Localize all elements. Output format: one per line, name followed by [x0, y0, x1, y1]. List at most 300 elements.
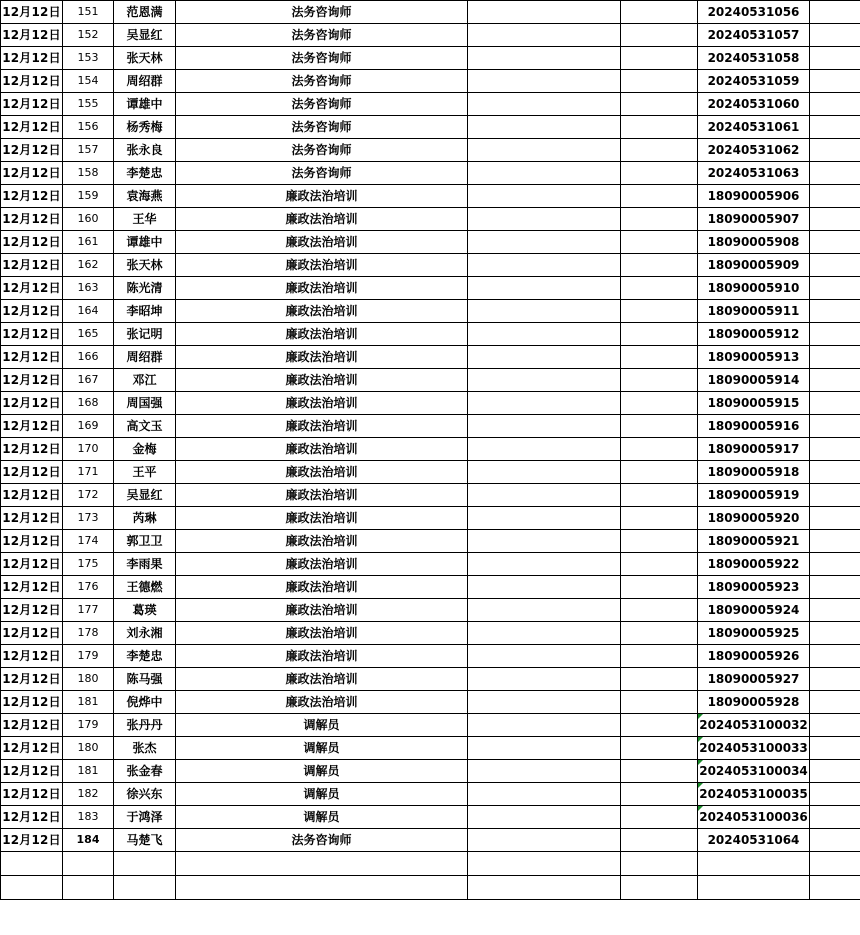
- cell-empty[interactable]: [810, 1, 860, 24]
- cell-certificate-code[interactable]: 18090005921: [698, 530, 810, 553]
- cell-empty[interactable]: [468, 415, 621, 438]
- cell-name[interactable]: 芮琳: [114, 507, 176, 530]
- cell-certificate-code[interactable]: 18090005922: [698, 553, 810, 576]
- cell-date[interactable]: 12月12日: [1, 1, 63, 24]
- cell-date[interactable]: 12月12日: [1, 277, 63, 300]
- cell-empty[interactable]: [621, 47, 698, 70]
- cell-empty[interactable]: [468, 254, 621, 277]
- cell-empty[interactable]: [810, 553, 860, 576]
- cell-certificate-code[interactable]: 18090005910: [698, 277, 810, 300]
- cell-empty[interactable]: [621, 185, 698, 208]
- cell-empty[interactable]: [621, 461, 698, 484]
- cell-certificate-code[interactable]: 18090005915: [698, 392, 810, 415]
- cell-empty[interactable]: [810, 254, 860, 277]
- cell-number[interactable]: 154: [63, 70, 114, 93]
- cell-certificate-code[interactable]: 18090005924: [698, 599, 810, 622]
- cell-number[interactable]: 162: [63, 254, 114, 277]
- cell-empty[interactable]: [468, 737, 621, 760]
- cell-name[interactable]: 陈马强: [114, 668, 176, 691]
- cell-number[interactable]: 176: [63, 576, 114, 599]
- cell-course[interactable]: 廉政法治培训: [176, 484, 468, 507]
- cell-empty[interactable]: [810, 93, 860, 116]
- cell-empty[interactable]: [621, 576, 698, 599]
- cell-course[interactable]: 廉政法治培训: [176, 576, 468, 599]
- cell-number[interactable]: 166: [63, 346, 114, 369]
- cell-number[interactable]: 159: [63, 185, 114, 208]
- cell-course[interactable]: 廉政法治培训: [176, 185, 468, 208]
- cell-course[interactable]: 法务咨询师: [176, 139, 468, 162]
- cell-empty[interactable]: [810, 599, 860, 622]
- cell-certificate-code[interactable]: 18090005919: [698, 484, 810, 507]
- cell-certificate-code[interactable]: 18090005925: [698, 622, 810, 645]
- cell-number[interactable]: 164: [63, 300, 114, 323]
- cell-date[interactable]: 12月12日: [1, 599, 63, 622]
- cell-name[interactable]: 吴显红: [114, 24, 176, 47]
- cell-number[interactable]: 184: [63, 829, 114, 852]
- cell-empty[interactable]: [468, 829, 621, 852]
- cell-number[interactable]: 180: [63, 737, 114, 760]
- cell-empty[interactable]: [63, 876, 114, 900]
- cell-empty[interactable]: [621, 806, 698, 829]
- cell-empty[interactable]: [810, 829, 860, 852]
- cell-empty[interactable]: [810, 300, 860, 323]
- cell-name[interactable]: 葛瑛: [114, 599, 176, 622]
- cell-certificate-code[interactable]: 18090005927: [698, 668, 810, 691]
- cell-certificate-code[interactable]: 20240531063: [698, 162, 810, 185]
- cell-empty[interactable]: [810, 645, 860, 668]
- cell-name[interactable]: 李昭坤: [114, 300, 176, 323]
- cell-date[interactable]: 12月12日: [1, 737, 63, 760]
- cell-empty[interactable]: [621, 415, 698, 438]
- cell-course[interactable]: 法务咨询师: [176, 1, 468, 24]
- cell-empty[interactable]: [810, 806, 860, 829]
- cell-name[interactable]: 张记明: [114, 323, 176, 346]
- cell-name[interactable]: 李楚忠: [114, 645, 176, 668]
- cell-empty[interactable]: [621, 760, 698, 783]
- cell-date[interactable]: 12月12日: [1, 576, 63, 599]
- cell-empty[interactable]: [621, 622, 698, 645]
- cell-empty[interactable]: [468, 553, 621, 576]
- cell-number[interactable]: 158: [63, 162, 114, 185]
- cell-name[interactable]: 陈光清: [114, 277, 176, 300]
- cell-number[interactable]: 181: [63, 691, 114, 714]
- cell-number[interactable]: 179: [63, 714, 114, 737]
- cell-empty[interactable]: [176, 852, 468, 876]
- cell-certificate-code[interactable]: 20240531059: [698, 70, 810, 93]
- cell-empty[interactable]: [468, 93, 621, 116]
- cell-certificate-code[interactable]: 2024053100032: [698, 714, 810, 737]
- cell-empty[interactable]: [621, 876, 698, 900]
- cell-empty[interactable]: [468, 300, 621, 323]
- cell-course[interactable]: 法务咨询师: [176, 116, 468, 139]
- cell-empty[interactable]: [468, 783, 621, 806]
- cell-empty[interactable]: [621, 277, 698, 300]
- cell-number[interactable]: 153: [63, 47, 114, 70]
- cell-name[interactable]: 吴显红: [114, 484, 176, 507]
- cell-date[interactable]: 12月12日: [1, 645, 63, 668]
- cell-course[interactable]: 调解员: [176, 760, 468, 783]
- cell-empty[interactable]: [621, 691, 698, 714]
- cell-empty[interactable]: [810, 852, 860, 876]
- cell-empty[interactable]: [621, 369, 698, 392]
- cell-number[interactable]: 173: [63, 507, 114, 530]
- cell-empty[interactable]: [621, 208, 698, 231]
- cell-empty[interactable]: [810, 277, 860, 300]
- cell-empty[interactable]: [468, 185, 621, 208]
- cell-empty[interactable]: [810, 576, 860, 599]
- cell-empty[interactable]: [468, 806, 621, 829]
- cell-date[interactable]: 12月12日: [1, 24, 63, 47]
- cell-number[interactable]: 182: [63, 783, 114, 806]
- cell-date[interactable]: 12月12日: [1, 231, 63, 254]
- cell-empty[interactable]: [810, 139, 860, 162]
- cell-number[interactable]: 168: [63, 392, 114, 415]
- cell-empty[interactable]: [621, 599, 698, 622]
- cell-certificate-code[interactable]: 18090005914: [698, 369, 810, 392]
- cell-certificate-code[interactable]: 18090005907: [698, 208, 810, 231]
- cell-number[interactable]: 156: [63, 116, 114, 139]
- cell-empty[interactable]: [810, 876, 860, 900]
- cell-empty[interactable]: [468, 668, 621, 691]
- cell-empty[interactable]: [468, 507, 621, 530]
- cell-name[interactable]: 刘永湘: [114, 622, 176, 645]
- cell-course[interactable]: 廉政法治培训: [176, 231, 468, 254]
- cell-number[interactable]: 174: [63, 530, 114, 553]
- cell-name[interactable]: 袁海燕: [114, 185, 176, 208]
- cell-empty[interactable]: [810, 622, 860, 645]
- cell-course[interactable]: 法务咨询师: [176, 47, 468, 70]
- cell-empty[interactable]: [621, 346, 698, 369]
- cell-date[interactable]: 12月12日: [1, 47, 63, 70]
- cell-empty[interactable]: [468, 277, 621, 300]
- cell-certificate-code[interactable]: 18090005911: [698, 300, 810, 323]
- cell-name[interactable]: 金梅: [114, 438, 176, 461]
- cell-name[interactable]: 范恩满: [114, 1, 176, 24]
- cell-empty[interactable]: [698, 876, 810, 900]
- cell-certificate-code[interactable]: 18090005917: [698, 438, 810, 461]
- cell-empty[interactable]: [621, 852, 698, 876]
- cell-empty[interactable]: [114, 876, 176, 900]
- cell-empty[interactable]: [468, 645, 621, 668]
- cell-empty[interactable]: [810, 24, 860, 47]
- cell-course[interactable]: 廉政法治培训: [176, 415, 468, 438]
- cell-certificate-code[interactable]: 2024053100034: [698, 760, 810, 783]
- cell-empty[interactable]: [468, 876, 621, 900]
- cell-empty[interactable]: [621, 530, 698, 553]
- cell-name[interactable]: 谭雄中: [114, 93, 176, 116]
- cell-date[interactable]: 12月12日: [1, 829, 63, 852]
- cell-name[interactable]: 马楚飞: [114, 829, 176, 852]
- cell-empty[interactable]: [468, 346, 621, 369]
- cell-name[interactable]: 张天林: [114, 47, 176, 70]
- cell-empty[interactable]: [468, 139, 621, 162]
- cell-certificate-code[interactable]: 18090005928: [698, 691, 810, 714]
- cell-empty[interactable]: [810, 392, 860, 415]
- cell-date[interactable]: 12月12日: [1, 668, 63, 691]
- cell-empty[interactable]: [468, 599, 621, 622]
- cell-empty[interactable]: [468, 760, 621, 783]
- cell-empty[interactable]: [810, 783, 860, 806]
- cell-empty[interactable]: [621, 93, 698, 116]
- cell-empty[interactable]: [621, 714, 698, 737]
- cell-empty[interactable]: [468, 24, 621, 47]
- cell-date[interactable]: 12月12日: [1, 415, 63, 438]
- cell-empty[interactable]: [114, 852, 176, 876]
- cell-date[interactable]: 12月12日: [1, 300, 63, 323]
- cell-course[interactable]: 调解员: [176, 806, 468, 829]
- cell-number[interactable]: 157: [63, 139, 114, 162]
- cell-empty[interactable]: [621, 139, 698, 162]
- cell-number[interactable]: 170: [63, 438, 114, 461]
- cell-empty[interactable]: [621, 829, 698, 852]
- cell-number[interactable]: 177: [63, 599, 114, 622]
- cell-course[interactable]: 廉政法治培训: [176, 208, 468, 231]
- cell-course[interactable]: 廉政法治培训: [176, 622, 468, 645]
- cell-date[interactable]: 12月12日: [1, 553, 63, 576]
- cell-date[interactable]: 12月12日: [1, 484, 63, 507]
- cell-empty[interactable]: [810, 323, 860, 346]
- cell-date[interactable]: 12月12日: [1, 714, 63, 737]
- cell-date[interactable]: 12月12日: [1, 691, 63, 714]
- cell-course[interactable]: 廉政法治培训: [176, 369, 468, 392]
- cell-number[interactable]: 161: [63, 231, 114, 254]
- cell-date[interactable]: 12月12日: [1, 438, 63, 461]
- cell-empty[interactable]: [810, 346, 860, 369]
- cell-course[interactable]: 调解员: [176, 714, 468, 737]
- cell-empty[interactable]: [621, 737, 698, 760]
- cell-empty[interactable]: [621, 116, 698, 139]
- cell-empty[interactable]: [468, 208, 621, 231]
- cell-empty[interactable]: [810, 507, 860, 530]
- cell-empty[interactable]: [63, 852, 114, 876]
- cell-date[interactable]: 12月12日: [1, 760, 63, 783]
- cell-name[interactable]: 李楚忠: [114, 162, 176, 185]
- cell-empty[interactable]: [621, 323, 698, 346]
- cell-number[interactable]: 160: [63, 208, 114, 231]
- cell-name[interactable]: 王华: [114, 208, 176, 231]
- cell-certificate-code[interactable]: 2024053100036: [698, 806, 810, 829]
- cell-certificate-code[interactable]: 20240531057: [698, 24, 810, 47]
- cell-number[interactable]: 178: [63, 622, 114, 645]
- cell-empty[interactable]: [810, 714, 860, 737]
- cell-empty[interactable]: [810, 415, 860, 438]
- cell-course[interactable]: 调解员: [176, 783, 468, 806]
- cell-empty[interactable]: [621, 300, 698, 323]
- cell-number[interactable]: 163: [63, 277, 114, 300]
- cell-empty[interactable]: [810, 484, 860, 507]
- cell-name[interactable]: 张永良: [114, 139, 176, 162]
- cell-date[interactable]: 12月12日: [1, 93, 63, 116]
- cell-name[interactable]: 谭雄中: [114, 231, 176, 254]
- cell-date[interactable]: 12月12日: [1, 116, 63, 139]
- cell-course[interactable]: 廉政法治培训: [176, 461, 468, 484]
- cell-empty[interactable]: [621, 231, 698, 254]
- cell-name[interactable]: 倪烨中: [114, 691, 176, 714]
- cell-date[interactable]: 12月12日: [1, 392, 63, 415]
- cell-date[interactable]: 12月12日: [1, 70, 63, 93]
- cell-empty[interactable]: [810, 369, 860, 392]
- cell-certificate-code[interactable]: 20240531060: [698, 93, 810, 116]
- cell-empty[interactable]: [810, 162, 860, 185]
- cell-course[interactable]: 法务咨询师: [176, 93, 468, 116]
- cell-empty[interactable]: [468, 852, 621, 876]
- cell-certificate-code[interactable]: 18090005909: [698, 254, 810, 277]
- cell-empty[interactable]: [468, 438, 621, 461]
- cell-name[interactable]: 王德燃: [114, 576, 176, 599]
- cell-certificate-code[interactable]: 18090005926: [698, 645, 810, 668]
- cell-course[interactable]: 廉政法治培训: [176, 507, 468, 530]
- cell-certificate-code[interactable]: 20240531056: [698, 1, 810, 24]
- cell-name[interactable]: 周绍群: [114, 346, 176, 369]
- cell-empty[interactable]: [810, 530, 860, 553]
- cell-date[interactable]: 12月12日: [1, 185, 63, 208]
- cell-course[interactable]: 廉政法治培训: [176, 530, 468, 553]
- cell-number[interactable]: 179: [63, 645, 114, 668]
- cell-empty[interactable]: [468, 691, 621, 714]
- cell-empty[interactable]: [468, 1, 621, 24]
- cell-empty[interactable]: [810, 668, 860, 691]
- cell-empty[interactable]: [468, 622, 621, 645]
- cell-course[interactable]: 廉政法治培训: [176, 438, 468, 461]
- cell-course[interactable]: 廉政法治培训: [176, 691, 468, 714]
- cell-empty[interactable]: [810, 691, 860, 714]
- cell-certificate-code[interactable]: 18090005913: [698, 346, 810, 369]
- cell-number[interactable]: 169: [63, 415, 114, 438]
- cell-number[interactable]: 165: [63, 323, 114, 346]
- cell-empty[interactable]: [468, 392, 621, 415]
- cell-empty[interactable]: [810, 461, 860, 484]
- cell-name[interactable]: 张金春: [114, 760, 176, 783]
- cell-certificate-code[interactable]: 20240531058: [698, 47, 810, 70]
- cell-empty[interactable]: [621, 668, 698, 691]
- cell-certificate-code[interactable]: 20240531061: [698, 116, 810, 139]
- cell-empty[interactable]: [468, 116, 621, 139]
- cell-empty[interactable]: [468, 576, 621, 599]
- cell-date[interactable]: 12月12日: [1, 254, 63, 277]
- cell-number[interactable]: 172: [63, 484, 114, 507]
- cell-empty[interactable]: [1, 852, 63, 876]
- cell-empty[interactable]: [621, 24, 698, 47]
- cell-certificate-code[interactable]: 18090005906: [698, 185, 810, 208]
- cell-empty[interactable]: [810, 760, 860, 783]
- cell-number[interactable]: 152: [63, 24, 114, 47]
- cell-certificate-code[interactable]: 20240531062: [698, 139, 810, 162]
- cell-empty[interactable]: [810, 70, 860, 93]
- cell-empty[interactable]: [810, 185, 860, 208]
- cell-name[interactable]: 张杰: [114, 737, 176, 760]
- cell-empty[interactable]: [468, 162, 621, 185]
- cell-number[interactable]: 180: [63, 668, 114, 691]
- cell-course[interactable]: 廉政法治培训: [176, 668, 468, 691]
- cell-empty[interactable]: [810, 47, 860, 70]
- cell-empty[interactable]: [621, 1, 698, 24]
- cell-certificate-code[interactable]: 20240531064: [698, 829, 810, 852]
- cell-course[interactable]: 廉政法治培训: [176, 392, 468, 415]
- cell-empty[interactable]: [810, 116, 860, 139]
- cell-empty[interactable]: [810, 737, 860, 760]
- cell-empty[interactable]: [468, 47, 621, 70]
- cell-certificate-code[interactable]: 18090005916: [698, 415, 810, 438]
- cell-certificate-code[interactable]: 2024053100033: [698, 737, 810, 760]
- cell-date[interactable]: 12月12日: [1, 139, 63, 162]
- cell-course[interactable]: 法务咨询师: [176, 829, 468, 852]
- cell-certificate-code[interactable]: 18090005920: [698, 507, 810, 530]
- cell-name[interactable]: 张天林: [114, 254, 176, 277]
- cell-course[interactable]: 法务咨询师: [176, 24, 468, 47]
- cell-number[interactable]: 151: [63, 1, 114, 24]
- cell-empty[interactable]: [621, 254, 698, 277]
- cell-course[interactable]: 廉政法治培训: [176, 277, 468, 300]
- cell-date[interactable]: 12月12日: [1, 323, 63, 346]
- cell-name[interactable]: 周国强: [114, 392, 176, 415]
- cell-date[interactable]: 12月12日: [1, 208, 63, 231]
- cell-empty[interactable]: [468, 70, 621, 93]
- cell-course[interactable]: 廉政法治培训: [176, 323, 468, 346]
- cell-number[interactable]: 167: [63, 369, 114, 392]
- cell-number[interactable]: 183: [63, 806, 114, 829]
- cell-course[interactable]: 调解员: [176, 737, 468, 760]
- cell-empty[interactable]: [621, 484, 698, 507]
- cell-certificate-code[interactable]: 18090005918: [698, 461, 810, 484]
- cell-number[interactable]: 175: [63, 553, 114, 576]
- cell-name[interactable]: 周绍群: [114, 70, 176, 93]
- cell-date[interactable]: 12月12日: [1, 806, 63, 829]
- cell-empty[interactable]: [621, 507, 698, 530]
- cell-empty[interactable]: [810, 438, 860, 461]
- cell-course[interactable]: 廉政法治培训: [176, 300, 468, 323]
- cell-empty[interactable]: [468, 231, 621, 254]
- cell-certificate-code[interactable]: 18090005908: [698, 231, 810, 254]
- cell-name[interactable]: 张丹丹: [114, 714, 176, 737]
- cell-course[interactable]: 廉政法治培训: [176, 254, 468, 277]
- cell-name[interactable]: 高文玉: [114, 415, 176, 438]
- cell-empty[interactable]: [468, 714, 621, 737]
- cell-date[interactable]: 12月12日: [1, 507, 63, 530]
- cell-empty[interactable]: [621, 783, 698, 806]
- cell-date[interactable]: 12月12日: [1, 461, 63, 484]
- cell-number[interactable]: 171: [63, 461, 114, 484]
- cell-name[interactable]: 徐兴东: [114, 783, 176, 806]
- cell-name[interactable]: 杨秀梅: [114, 116, 176, 139]
- cell-name[interactable]: 邓江: [114, 369, 176, 392]
- cell-certificate-code[interactable]: 18090005923: [698, 576, 810, 599]
- cell-date[interactable]: 12月12日: [1, 369, 63, 392]
- cell-name[interactable]: 于鸿泽: [114, 806, 176, 829]
- cell-course[interactable]: 廉政法治培训: [176, 553, 468, 576]
- cell-number[interactable]: 181: [63, 760, 114, 783]
- cell-course[interactable]: 廉政法治培训: [176, 599, 468, 622]
- cell-date[interactable]: 12月12日: [1, 530, 63, 553]
- cell-empty[interactable]: [468, 484, 621, 507]
- cell-date[interactable]: 12月12日: [1, 783, 63, 806]
- cell-number[interactable]: 155: [63, 93, 114, 116]
- cell-empty[interactable]: [621, 438, 698, 461]
- cell-empty[interactable]: [468, 369, 621, 392]
- cell-course[interactable]: 廉政法治培训: [176, 346, 468, 369]
- cell-empty[interactable]: [621, 392, 698, 415]
- cell-date[interactable]: 12月12日: [1, 622, 63, 645]
- cell-empty[interactable]: [621, 70, 698, 93]
- cell-empty[interactable]: [621, 162, 698, 185]
- cell-course[interactable]: 法务咨询师: [176, 70, 468, 93]
- cell-certificate-code[interactable]: 18090005912: [698, 323, 810, 346]
- cell-name[interactable]: 王平: [114, 461, 176, 484]
- cell-empty[interactable]: [810, 231, 860, 254]
- cell-name[interactable]: 李雨果: [114, 553, 176, 576]
- cell-empty[interactable]: [1, 876, 63, 900]
- cell-empty[interactable]: [698, 852, 810, 876]
- cell-date[interactable]: 12月12日: [1, 346, 63, 369]
